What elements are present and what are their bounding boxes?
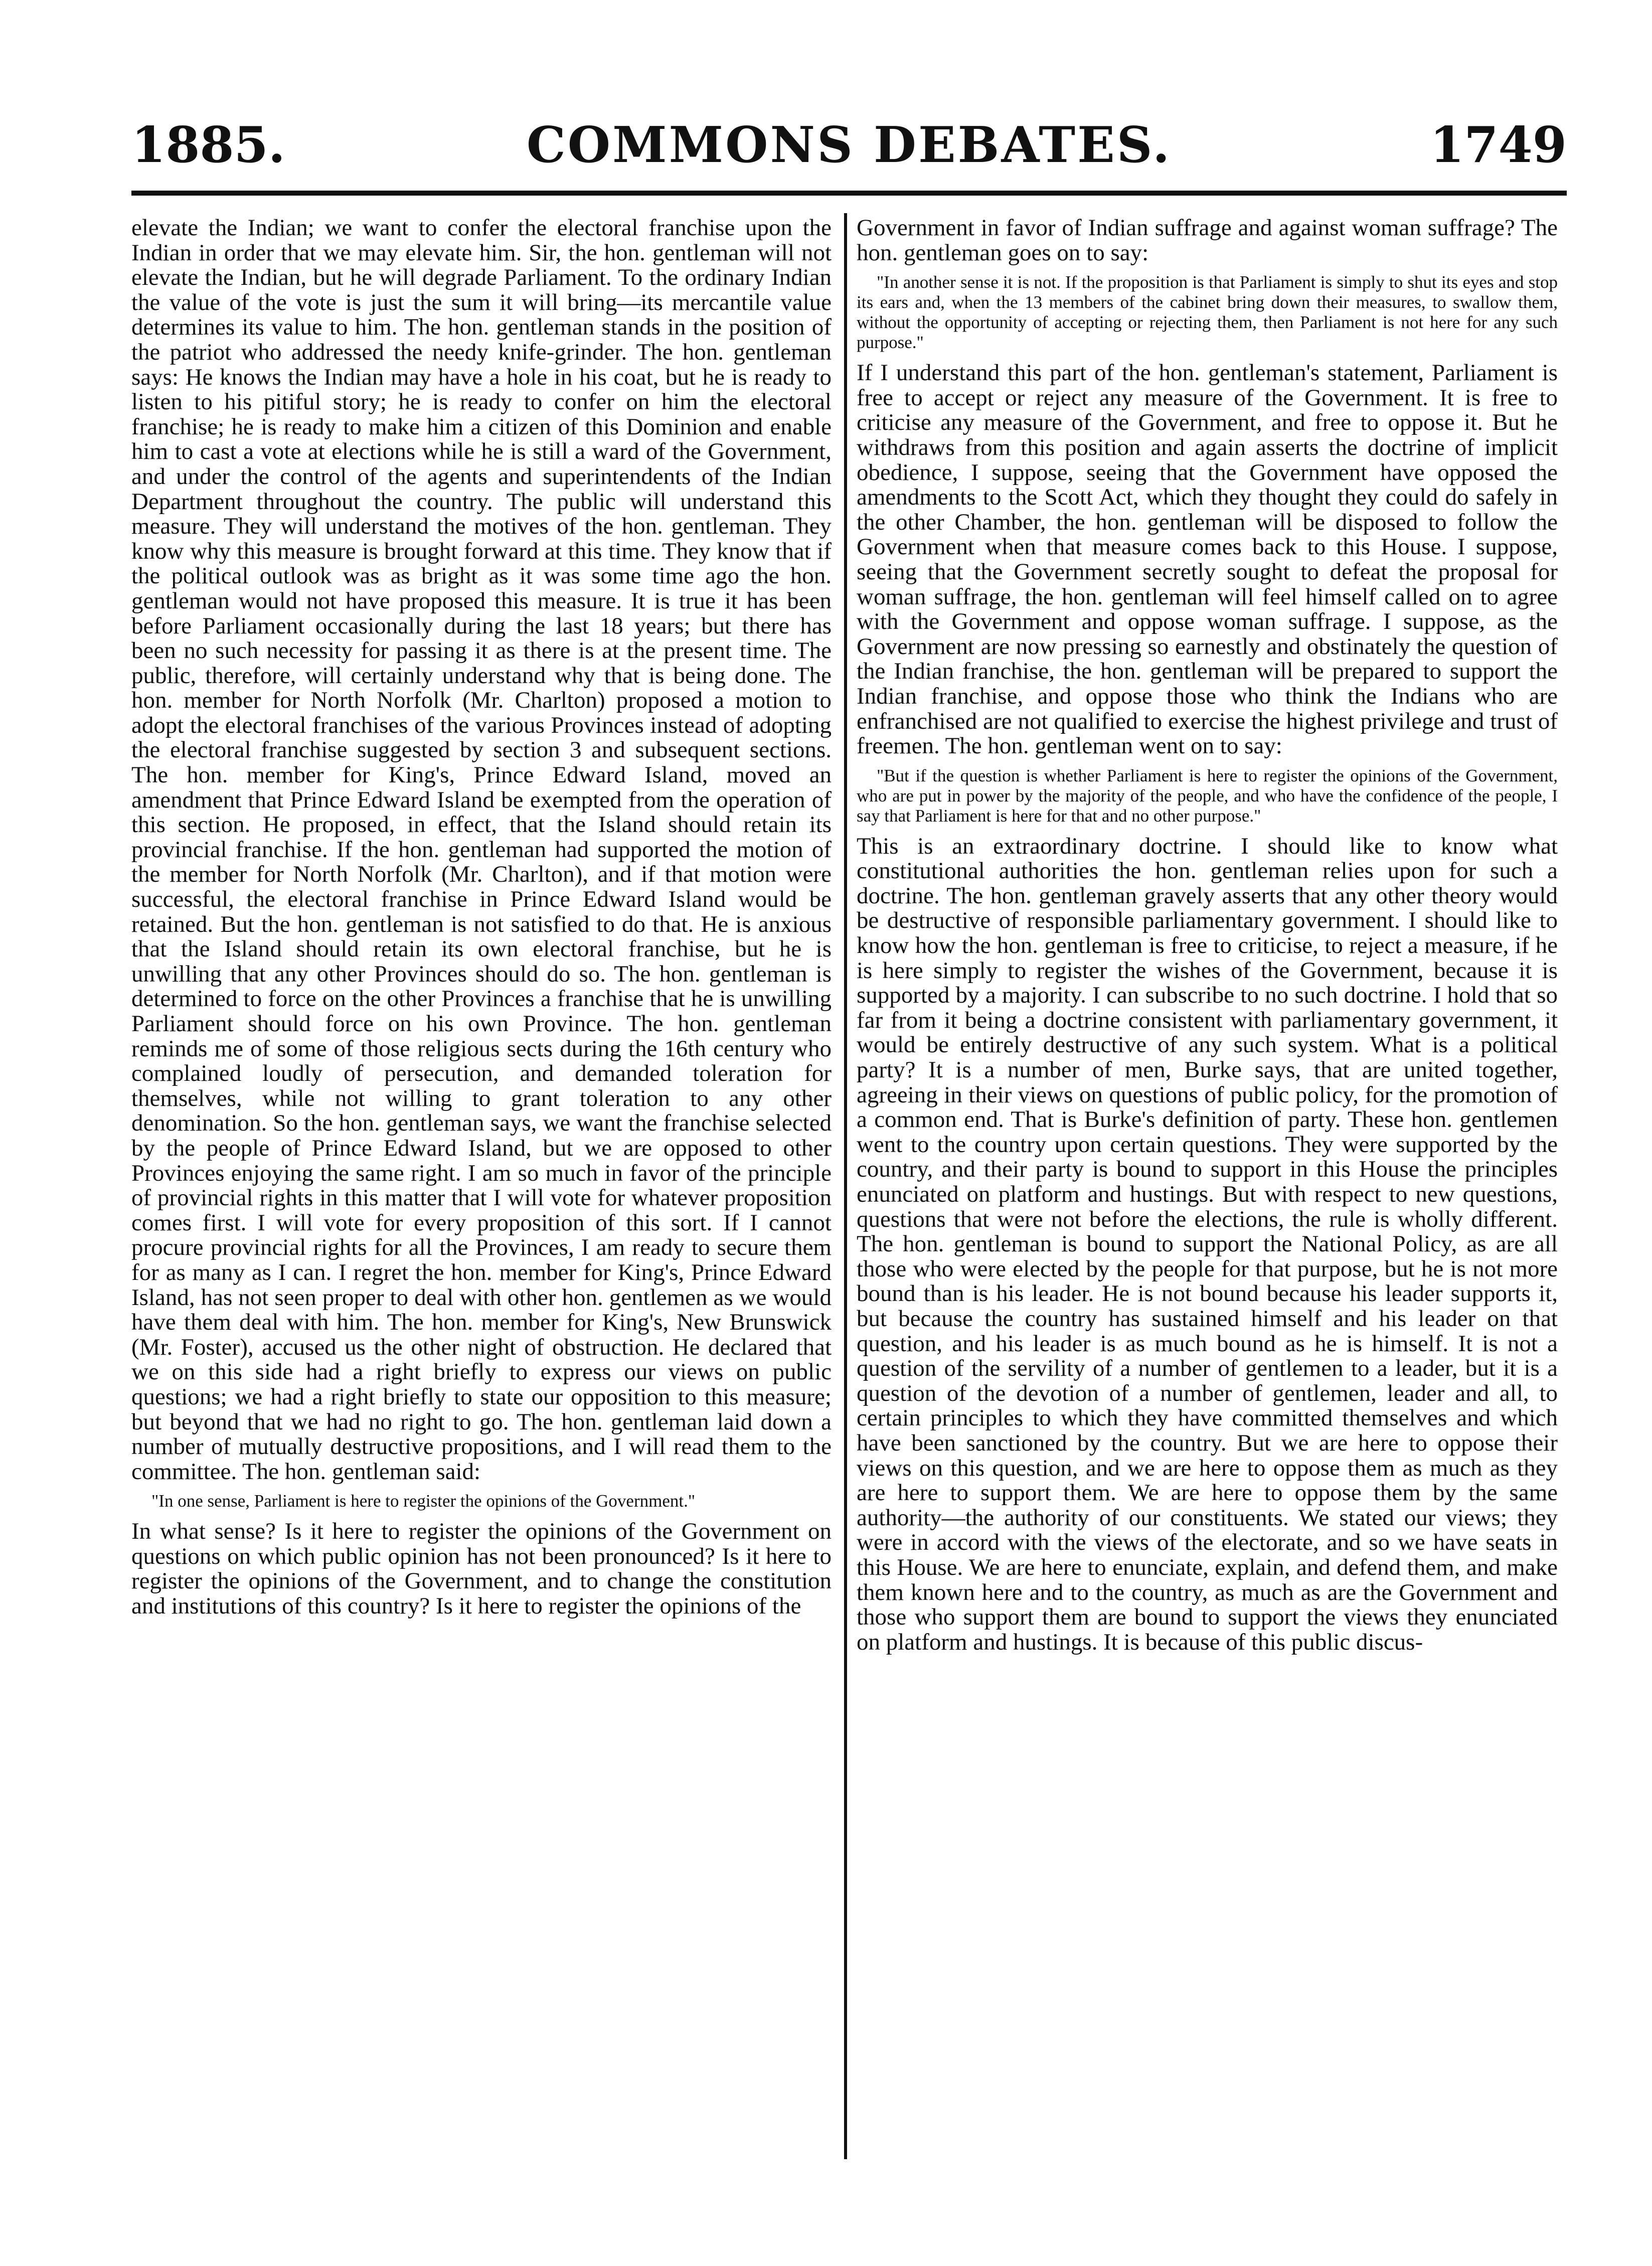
right-paragraph-3: This is an extraordinary doctrine. I should like to know what constitutional authorities the hon. gentleman relies upon for such a doctrine. The hon. gentleman gravely asserts that any other theory would be destructive of responsible parliamentary government. I should like to know how the hon. gentleman is free to criticise, to reject a measure, if he is here simply to register the wishes of the Government, because it is supported by a majority. I can subscribe to no such doctrine. I hold that so far from it being a doctrine consistent with parliamentary government, it would be entirely destructive of any such system. What is a political party? It is a number of men, Burke says, that are united together, agreeing in their views on questions of public policy, for the promotion of a common end. That is Burke's definition of party. These hon. gentlemen went to the country upon certain questions. They were supported by the country, and their party is bound to support in this House the principles enunciated on platform and hustings. But with respect to new questions, questions that were not before the elections, the rule is wholly different. The hon. gentleman is bound to support the National Policy, as are all those who were elected by the people for that purpose, but he is not more bound than is his leader. He is not bound because his leader supports it, but because the country has sustained himself and his leader on that question, and his leader is as much bound as he is himself. It is not a question of the servility of a number of gentlemen to a leader, but it is a question of the devotion of a number of gentlemen, leader and all, to certain principles to which they have committed themselves and which have been sanctioned by the country. But we are here to oppose their views on this question, and we are here to oppose them as much as they are here to support them. We are here to oppose them by the same authority—the authority of our constituents. We stated our views; they were in accord with the views of the electorate, and so we have seats in this House. We are here to enunciate, explain, and defend them, and make them known here and to the country, as much as are the Government and those who support them are bound to support the views they enunciated on platform and hustings. It is because of this public discus- — [857, 833, 1558, 1655]
left-paragraph-1: elevate the Indian; we want to confer the electoral franchise upon the Indian in order that we may elevate him. Sir, the hon. gentleman will not elevate the Indian, but he will degrade Parliament. To the ordinary Indian the value of the vote is just the sum it will bring—its mercantile value determines its value to him. The hon. gentleman stands in the position of the patriot who addressed the needy knife-grinder. The hon. gentleman says: He knows the Indian may have a hole in his coat, but he is ready to listen to his pitiful story; he is ready to confer on him the electoral franchise; he is ready to make him a citizen of this Dominion and enable him to cast a vote at elections while he is still a ward of the Government, and under the control of the agents and superintendents of the Indian Department throughout the country. The public will understand this measure. They will understand the motives of the hon. gentleman. They know why this measure is brought forward at this time. They know that if the political outlook was as bright as it was some time ago the hon. gentleman would not have proposed this measure. It is true it has been before Parliament occasionally during the last 18 years; but there has been no such necessity for passing it as there is at the present time. The public, therefore, will certainly understand why that is being done. The hon. member for North Norfolk (Mr. Charlton) proposed a motion to adopt the electoral franchises of the various Provinces instead of adopting the electoral franchise suggested by section 3 and subsequent sections. The hon. member for King's, Prince Edward Island, moved an amendment that Prince Edward Island be exempted from the operation of this section. He proposed, in effect, that the Island should retain its provincial franchise. If the hon. gentleman had supported the motion of the member for North Norfolk (Mr. Charlton), and if that motion were successful, the electoral franchise in Prince Edward Island would be retained. But the hon. gentleman is not satisfied to do that. He is anxious that the Island should retain its own electoral franchise, but he is unwilling that any other Provinces should do so. The hon. gentleman is determined to force on the other Provinces a franchise that he is unwilling Parliament should force on his own Province. The hon. gentleman reminds me of some of those religious sects during the 16th century who complained loudly of persecution, and demanded toleration for themselves, while not willing to grant toleration to any other denomination. So the hon. gentleman says, we want the franchise selected by the people of Prince Edward Island, but we are opposed to other Provinces enjoying the same right. I am so much in favor of the principle of provincial rights in this matter that I will vote for whatever proposition comes first. I will vote for every proposition of this sort. If I cannot procure provincial rights for all the Provinces, I am ready to secure them for as many as I can. I regret the hon. member for King's, Prince Edward Island, has not seen proper to deal with other hon. gentlemen as we would have them deal with him. The hon. member for King's, New Brunswick (Mr. Foster), accused us the other night of obstruction. He declared that we on this side had a right briefly to express our views on public questions; we had a right briefly to state our opposition to this measure; but beyond that we had no right to go. The hon. gentleman laid down a number of mutually destructive propositions, and I will read them to the committee. The hon. gentleman said: — [131, 215, 832, 1485]
header-rule — [131, 191, 1567, 196]
right-quote-1: "In another sense it is not. If the proposition is that Parliament is simply to shut its eyes and stop its ears and, when the 13 members of the cabinet bring down their measures, to swallow them, without the opportunity of accepting or rejecting them, then Parliament is not here for any such purpose." — [857, 272, 1558, 353]
column-separator — [844, 213, 847, 2159]
page-header — [131, 115, 1567, 176]
right-paragraph-2: If I understand this part of the hon. gentleman's statement, Parliament is free to accept or reject any measure of the Government. It is free to criticise any measure of the Government, and free to oppose it. But he withdraws from this position and again asserts the doctrine of implicit obedience, I suppose, seeing that the Government have opposed the amendments to the Scott Act, which they thought they could do safely in the other Chamber, the hon. gentleman will be disposed to follow the Government when that measure comes back to this House. I suppose, seeing that the Government secretly sought to defeat the proposal for woman suffrage, the hon. gentleman will feel himself called on to agree with the Government and oppose woman suffrage. I suppose, as the Government are now pressing so earnestly and obstinately the question of the Indian franchise, the hon. gentleman will be prepared to support the Indian franchise, and oppose those who think the Indians who are enfranchised are not qualified to exercise the highest privilege and trust of freemen. The hon. gentleman went on to say: — [857, 360, 1558, 759]
header-title: COMMONS DEBATES. — [526, 116, 1172, 174]
left-column — [131, 216, 832, 1619]
left-quote-1: "In one sense, Parliament is here to register the opinions of the Government." — [151, 1491, 696, 1511]
header-year: 1885. — [131, 116, 285, 174]
right-paragraph-1: Government in favor of Indian suffrage and against woman suffrage? The hon. gentleman goes on to say: — [857, 215, 1558, 266]
right-column — [857, 216, 1558, 1655]
left-paragraph-2: In what sense? Is it here to register the opinions of the Government on questions on which public opinion has not been pronounced? Is it here to register the opinions of the Government, and to change the constitution and institutions of this country? Is it here to register the opinions of the — [131, 1518, 832, 1620]
right-quote-2: "But if the question is whether Parliament is here to register the opinions of the Government, who are put in power by the majority of the people, and who have the confidence of the people, I say that Parliament is here for that and no other purpose." — [857, 765, 1558, 826]
header-page-number: 1749 — [1430, 116, 1567, 174]
